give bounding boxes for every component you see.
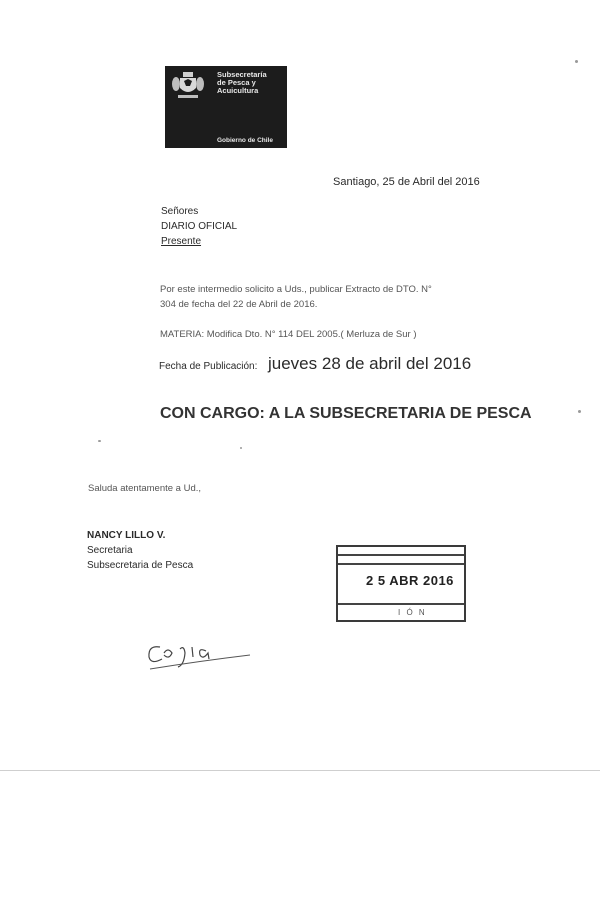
handwritten-copia-mark <box>140 635 255 675</box>
presente-label: Presente <box>161 236 202 247</box>
letterhead-logo <box>165 66 287 148</box>
salutation: Señores <box>161 206 199 217</box>
signer-name: NANCY LILLO V. <box>87 530 166 541</box>
closing-line: Saluda atentamente a Ud., <box>88 483 202 494</box>
org-line: Subsecretaría <box>217 70 267 79</box>
publication-label: Fecha de Publicación: <box>159 361 258 372</box>
organization-name <box>217 71 285 95</box>
materia-line: MATERIA: Modifica Dto. N° 114 DEL 2005.( Merluza de Sur ) <box>160 329 417 340</box>
scan-speck <box>240 447 242 449</box>
org-line: de Pesca y <box>217 78 256 87</box>
signer-role: Secretaria <box>87 545 133 556</box>
government-label: Gobierno de Chile <box>217 137 273 144</box>
body-line: Por este intermedio solicito a Uds., publicar Extracto de DTO. N° <box>160 284 432 295</box>
reception-stamp <box>336 545 466 622</box>
coat-of-arms-icon <box>171 70 205 100</box>
stamp-divider <box>338 563 464 565</box>
recipient-name: DIARIO OFICIAL <box>161 221 238 232</box>
stamp-divider <box>338 554 464 556</box>
stamp-footer: I Ó N <box>398 608 427 617</box>
con-cargo-line: CON CARGO: A LA SUBSECRETARIA DE PESCA <box>160 405 532 422</box>
stamp-divider <box>338 603 464 605</box>
page-edge-line <box>0 770 600 771</box>
scan-speck <box>98 440 101 442</box>
scan-speck <box>578 410 581 413</box>
publication-date: jueves 28 de abril del 2016 <box>268 354 472 373</box>
scan-speck <box>575 60 578 63</box>
org-line: Acuicultura <box>217 86 259 95</box>
body-line: 304 de fecha del 22 de Abril de 2016. <box>160 299 318 310</box>
signer-office: Subsecretaria de Pesca <box>87 560 194 571</box>
date-line: Santiago, 25 de Abril del 2016 <box>333 176 480 188</box>
stamp-date: 2 5 ABR 2016 <box>366 573 454 588</box>
